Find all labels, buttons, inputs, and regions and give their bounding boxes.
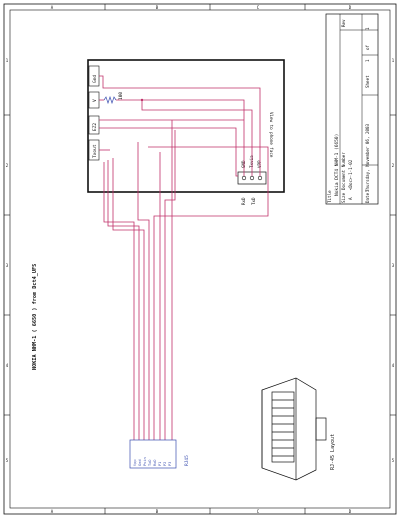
border-number-left-4: 4 (5, 363, 9, 368)
border-letter-bottom-c: C (256, 509, 260, 514)
wire-harness-5 (148, 147, 268, 440)
plug-pin-p1: P1 (158, 461, 162, 466)
border-number-right-5: 5 (391, 458, 395, 463)
plug-pin-rxd: RxD (153, 459, 157, 466)
title-label: Title (327, 190, 332, 203)
size-label: Size (341, 192, 346, 203)
plug-name: RJ45 (185, 455, 190, 466)
rev-label: Rev (341, 19, 346, 27)
border-number-left-5: 5 (5, 458, 9, 463)
pin-label-gnd: Gnd (93, 74, 98, 83)
title-block (326, 14, 378, 204)
sheet-value: 1 (365, 59, 370, 62)
wires (99, 76, 268, 440)
side-title: NOKIA NHM-1 ( 6650 ) from Dct4_UFS (32, 263, 38, 370)
document-number-label: Document Number (341, 152, 346, 190)
of-value: 1 (365, 27, 370, 30)
size-value: A (348, 197, 353, 200)
rj45-plug-symbol (130, 440, 190, 468)
wire-v-down (142, 100, 252, 176)
border-number-left-2: 2 (5, 163, 9, 168)
border-number-right-4: 4 (391, 363, 395, 368)
border-letter-top-c: C (256, 5, 260, 10)
border-letter-bottom-d: D (348, 509, 352, 514)
rj45-layout-drawing (262, 378, 326, 480)
wire-v-out (116, 100, 244, 176)
title-value: Nokia DCT4 NHM-1 (6650) (335, 133, 340, 196)
date-value: Thursday, November 06, 2003 (365, 123, 370, 192)
plug-pin-gnd: Gnd (138, 459, 142, 466)
document-number-value: <Doc>-1-1-02 (348, 159, 353, 190)
wire-harness-7 (165, 130, 175, 440)
border-letter-bottom-b: B (155, 509, 159, 514)
pin-label-txout: Txout (93, 144, 98, 158)
outer-border (4, 4, 396, 514)
border-letter-bottom-a: A (50, 509, 54, 514)
border-ticks (4, 4, 396, 514)
border-letter-top-d: D (348, 5, 352, 10)
view-note: View to phone face (269, 112, 274, 158)
border-number-right-2: 2 (391, 163, 395, 168)
resistor-label: 100 (119, 91, 124, 100)
plug-pin-vpp: Vpp (133, 459, 137, 466)
border-letter-top-b: B (155, 5, 159, 10)
date-label: Date: (365, 190, 370, 203)
phone-module (88, 60, 284, 205)
sheet-label: Sheet (365, 75, 370, 88)
connector-label-txvia: Txvia (249, 155, 254, 168)
connector-label-vpp: VPP (257, 160, 262, 168)
wire-harness-1 (104, 162, 134, 440)
inner-border (10, 10, 390, 508)
border-letter-top-a: A (50, 5, 54, 10)
bottom-label-rxd: RxD (241, 197, 246, 205)
border-number-right-1: 1 (391, 58, 395, 63)
connector-label-gnd: GND (241, 160, 246, 168)
of-label: of (365, 44, 370, 50)
plug-pin-p2: P2 (163, 461, 167, 466)
wire-ez2-b (99, 128, 238, 176)
rj45-caption: RJ-45 Layout (330, 433, 336, 470)
plug-pin-p3: P3 (168, 461, 172, 466)
border-number-left-3: 3 (5, 263, 9, 268)
plug-pin-pvin: Pvin (143, 457, 147, 466)
plug-pin-txd: TxD (148, 459, 152, 466)
resistor-100 (104, 97, 116, 103)
bottom-label-txd: TxD (251, 197, 256, 205)
pin-label-ez2: EZ2 (93, 122, 98, 131)
border-number-left-1: 1 (5, 58, 9, 63)
border-number-right-3: 3 (391, 263, 395, 268)
pin-label-v: V (93, 99, 98, 102)
wire-harness-4 (138, 142, 149, 440)
